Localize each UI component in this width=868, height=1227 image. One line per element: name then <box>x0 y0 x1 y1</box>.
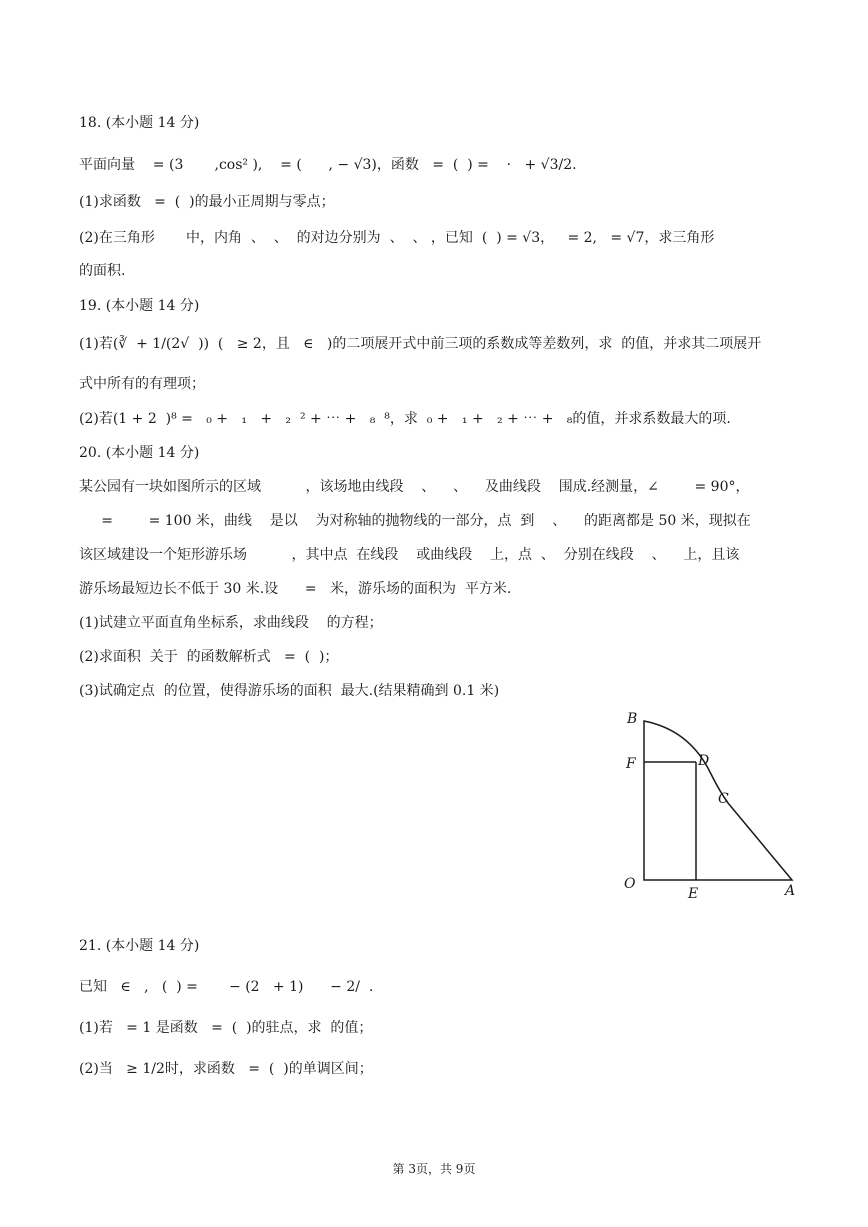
text-line-content: 18. (本小题 14 分) <box>79 115 200 131</box>
text-line-content: (1)试建立平面直角坐标系，求曲线段 的方程； <box>79 615 383 631</box>
label-o: O <box>624 876 636 892</box>
text-line-content: (2)在三角形 中，内角 、 、 的对边分别为 、 、 ，已知 ( ) = √3， = 2, = √7，求三角形 <box>79 230 715 246</box>
label-f: F <box>626 756 636 772</box>
text-line-content: 21. (本小题 14 分) <box>79 938 200 954</box>
page-footer: 第 3页，共 9页 <box>392 1162 476 1176</box>
text-line-content: 的面积. <box>79 263 126 279</box>
text-line-content: 游乐场最短边长不低于 30 米.设 = 米，游乐场的面积为 平方米. <box>79 581 512 597</box>
label-b: B <box>627 711 638 727</box>
text-line-content: = = 100 米，曲线 是以 为对称轴的抛物线的一部分，点 到 、 的距离都是 50 米，现拟在 <box>79 513 751 529</box>
text-line-content: (3)试确定点 的位置，使得游乐场的面积 最大.(结果精确到 0.1 米) <box>79 683 500 699</box>
text-line-content: 该区域建设一个矩形游乐场 ，其中点 在线段 或曲线段 上，点 、 分别在线段 、 上，且该 <box>79 547 740 563</box>
text-line-content: (2)求面积 关于 的函数解析式 = ( )； <box>79 649 339 665</box>
label-c: C <box>718 791 729 807</box>
text-line-content: 式中所有的有理项； <box>79 376 205 392</box>
text-line-content: 已知 ∈ , ( ) = − (2 + 1) − 2/ . <box>79 979 374 995</box>
text-line-content: 某公园有一块如图所示的区域 ，该场地由线段 、 、 及曲线段 围成.经测量，∠ = 90°， <box>79 479 750 495</box>
text-line-content: (1)求函数 = ( )的最小正周期与零点； <box>79 194 335 210</box>
text-line-content: (1)若 = 1 是函数 = ( )的驻点，求 的值； <box>79 1020 373 1036</box>
label-a: A <box>785 883 796 899</box>
text-line-content: (2)若(1 + 2 )⁸ = ₀ + ₁ + ₂ ² + ⋯ + ₈ ⁸，求 ₀ + ₁ + ₂ + ⋯ + ₈的值，并求系数最大的项. <box>79 411 731 427</box>
text-line-content: 平面向量 = (3 ,cos² ), = ( , − √3)，函数 = ( ) = · + √3/2. <box>79 157 577 173</box>
text-line-content: 19. (本小题 14 分) <box>79 298 200 314</box>
label-e: E <box>688 886 699 902</box>
text-line-content: (2)当 ≥ 1/2时，求函数 = ( )的单调区间； <box>79 1061 373 1077</box>
text-line-content: (1)若(∛ + 1/(2√ )) ( ≥ 2，且 ∈ )的二项展开式中前三项的系数成等差数列，求 的值，并求其二项展开 <box>79 336 762 352</box>
text-line-content: 20. (本小题 14 分) <box>79 445 200 461</box>
label-d: D <box>698 753 710 769</box>
